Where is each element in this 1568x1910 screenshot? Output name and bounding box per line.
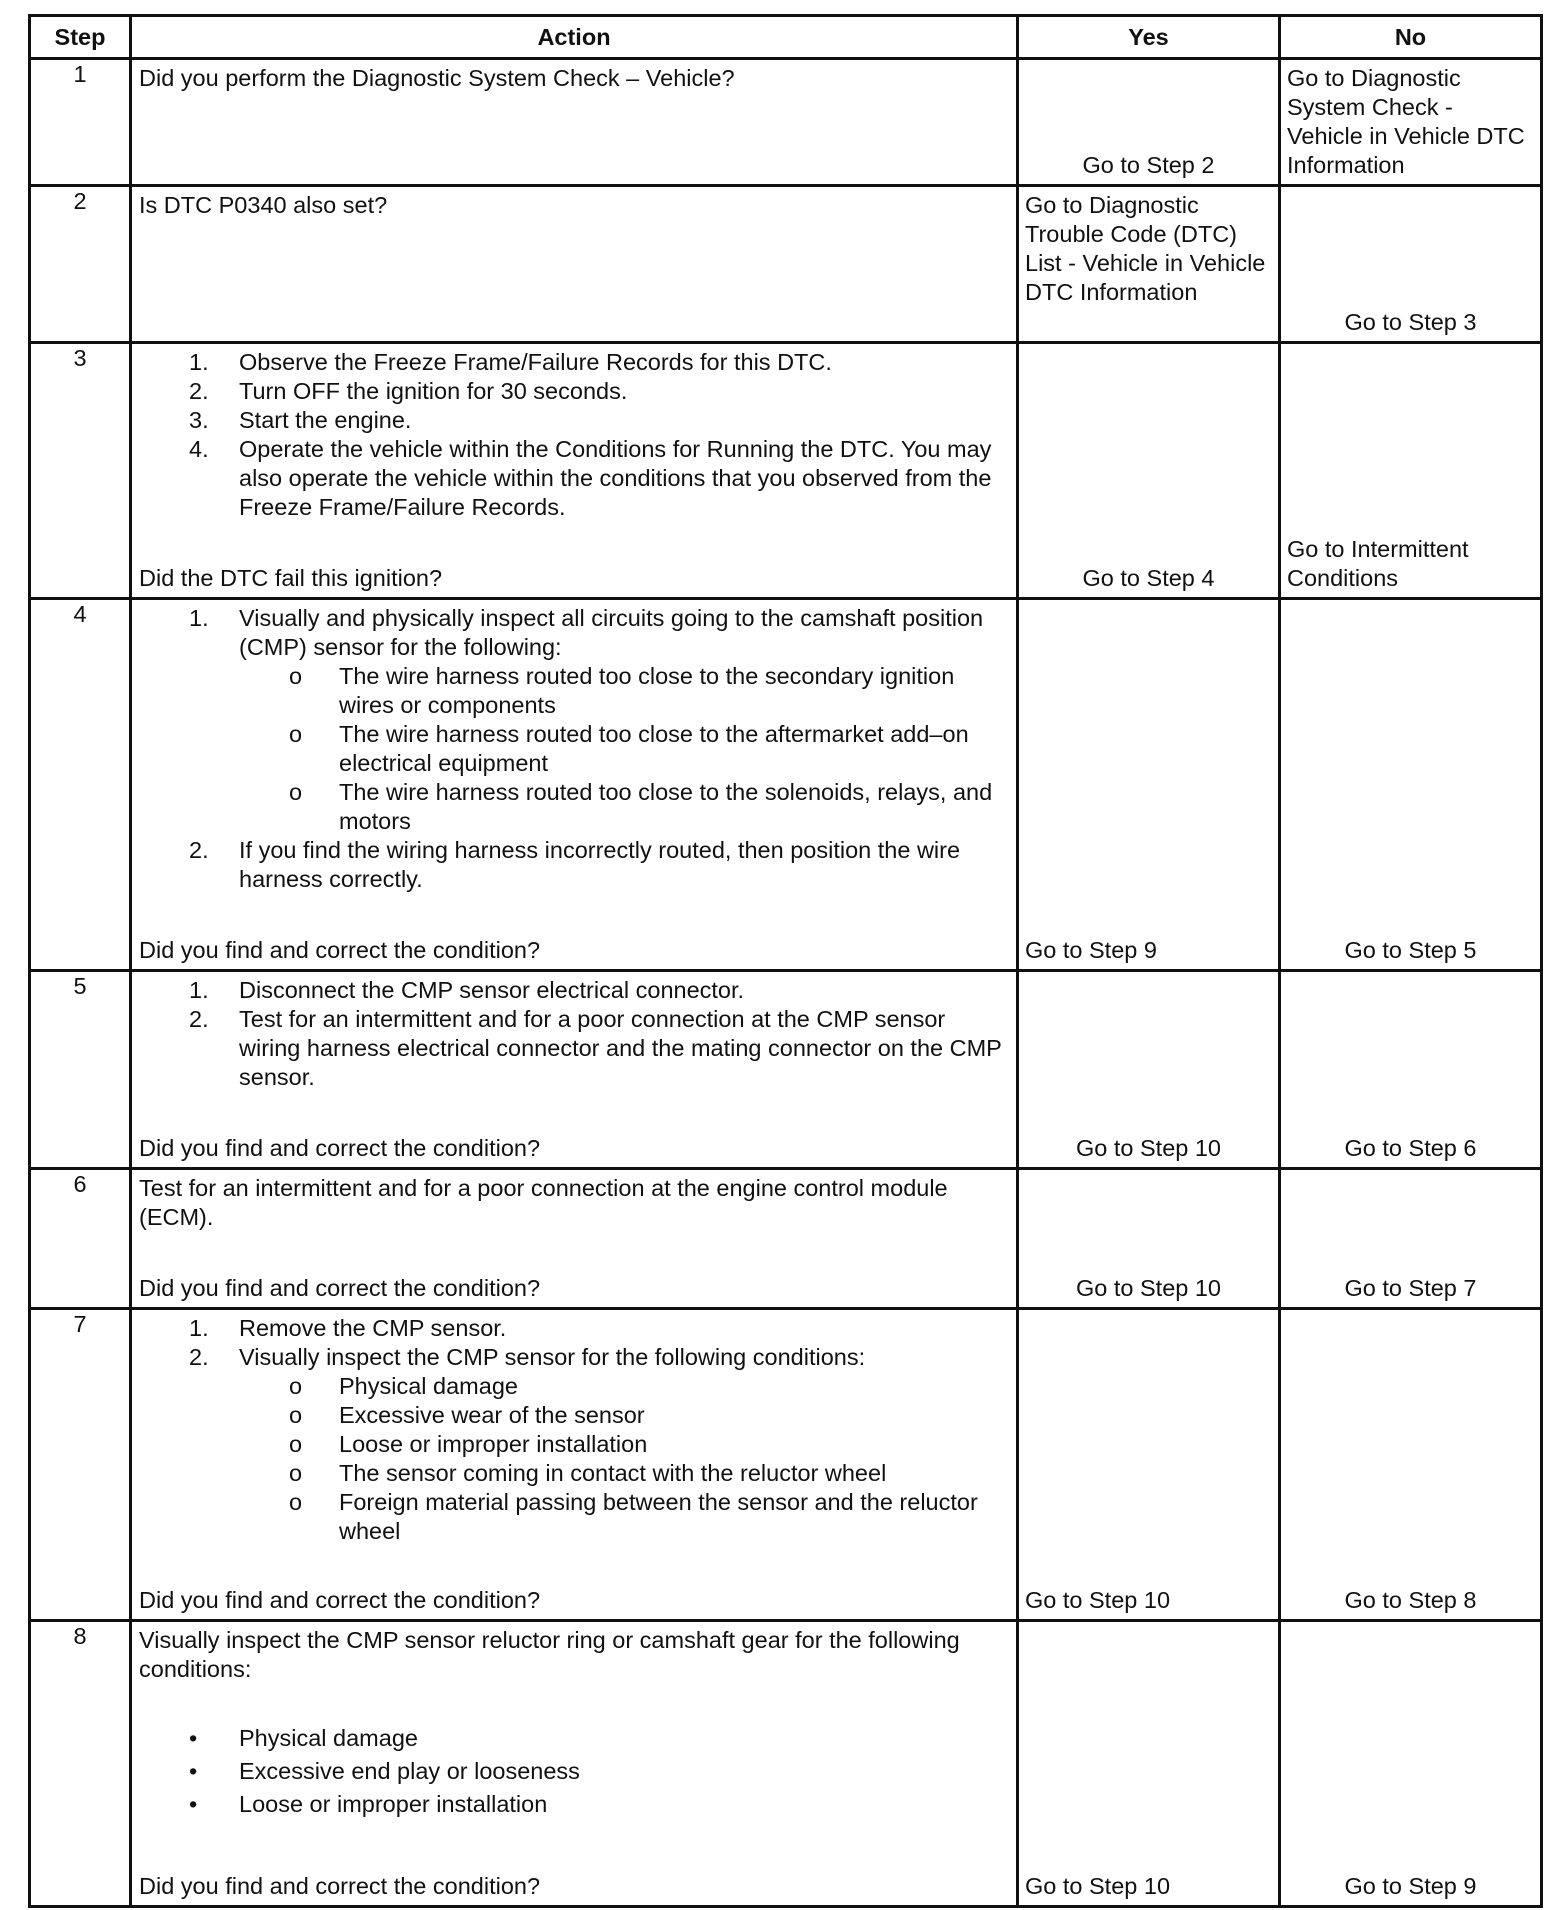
question-text: Did you find and correct the condition? <box>139 1873 541 1899</box>
item-number: 2. <box>189 378 209 404</box>
question-text: Did you find and correct the condition? <box>139 937 541 963</box>
list-item <box>139 406 1010 435</box>
no-outcome: Go to Step 6 <box>1344 1135 1477 1161</box>
no-cell <box>1280 186 1542 343</box>
yes-cell <box>1018 186 1280 343</box>
action-text: Is DTC P0340 also set? <box>139 192 388 218</box>
list-item <box>139 1005 1010 1092</box>
list-item <box>139 1790 1010 1819</box>
question-text: Did you find and correct the condition? <box>139 1275 541 1301</box>
diagnostic-table <box>28 14 1543 1908</box>
list-item <box>139 1724 1010 1753</box>
item-text: Start the engine. <box>239 407 412 433</box>
step-number: 5 <box>30 971 131 1169</box>
sub-item-text: Excessive wear of the sensor <box>339 1402 645 1428</box>
numbered-list <box>139 1314 1010 1546</box>
no-outcome: Go to Step 9 <box>1344 1873 1477 1899</box>
list-item <box>139 1314 1010 1343</box>
header-action: Action <box>131 16 1018 59</box>
no-cell <box>1280 599 1542 971</box>
dot-bullet-icon: • <box>189 1758 198 1784</box>
table-row <box>30 59 1542 186</box>
item-text: Visually inspect the CMP sensor for the following conditions: <box>239 1344 866 1370</box>
circle-bullet-icon: o <box>289 779 303 805</box>
action-cell <box>131 59 1018 186</box>
item-text: Turn OFF the ignition for 30 seconds. <box>239 378 628 404</box>
list-item <box>139 836 1010 894</box>
question-text: Did you find and correct the condition? <box>139 1587 541 1613</box>
yes-outcome: Go to Step 2 <box>1082 152 1215 178</box>
table-row <box>30 1169 1542 1309</box>
action-cell <box>131 186 1018 343</box>
yes-outcome: Go to Diagnostic Trouble Code (DTC) List - Vehicle in Vehicle DTC Information <box>1025 192 1266 305</box>
yes-outcome: Go to Step 9 <box>1025 937 1157 963</box>
item-number: 3. <box>189 407 209 433</box>
action-cell <box>131 1621 1018 1907</box>
item-number: 2. <box>189 1344 209 1370</box>
no-outcome: Go to Step 3 <box>1344 309 1477 335</box>
step-number: 2 <box>30 186 131 343</box>
sub-list-item <box>139 1430 1010 1459</box>
list-item <box>139 377 1010 406</box>
action-cell <box>131 971 1018 1169</box>
sub-item-text: Physical damage <box>339 1373 518 1399</box>
list-item <box>139 976 1010 1005</box>
table-row <box>30 1309 1542 1621</box>
sub-item-text: The wire harness routed too close to the solenoids, relays, and motors <box>339 779 993 834</box>
list-item <box>139 1757 1010 1786</box>
sub-list-item <box>139 1488 1010 1546</box>
yes-cell <box>1018 971 1280 1169</box>
list-item <box>139 348 1010 377</box>
step-number: 8 <box>30 1621 131 1907</box>
item-number: 2. <box>189 1006 209 1032</box>
sub-item-text: Loose or improper installation <box>339 1431 648 1457</box>
sub-list <box>239 662 1010 836</box>
item-text: If you find the wiring harness incorrectly routed, then position the wire harness correctly. <box>239 837 961 892</box>
item-text: Remove the CMP sensor. <box>239 1315 507 1341</box>
item-text: Observe the Freeze Frame/Failure Records for this DTC. <box>239 349 832 375</box>
no-cell <box>1280 1169 1542 1309</box>
action-cell <box>131 1169 1018 1309</box>
item-number: 1. <box>189 605 209 631</box>
table-row <box>30 599 1542 971</box>
dot-bullet-icon: • <box>189 1791 198 1817</box>
sub-list-item <box>139 1401 1010 1430</box>
step-number: 7 <box>30 1309 131 1621</box>
step-number: 4 <box>30 599 131 971</box>
list-item <box>139 604 1010 836</box>
no-outcome: Go to Diagnostic System Check - Vehicle in Vehicle DTC Information <box>1287 65 1525 178</box>
numbered-list <box>139 604 1010 894</box>
action-text: Did you perform the Diagnostic System Check – Vehicle? <box>139 65 735 91</box>
item-text: Disconnect the CMP sensor electrical connector. <box>239 977 745 1003</box>
header-step: Step <box>30 16 131 59</box>
header-row <box>30 16 1542 59</box>
step-number: 6 <box>30 1169 131 1309</box>
sub-item-text: The wire harness routed too close to the aftermarket add–on electrical equipment <box>339 721 969 776</box>
item-text: Excessive end play or looseness <box>239 1758 580 1784</box>
item-number: 4. <box>189 436 209 462</box>
sub-list-item <box>139 720 1010 778</box>
no-outcome: Go to Step 7 <box>1344 1275 1477 1301</box>
yes-outcome: Go to Step 10 <box>1025 1873 1171 1899</box>
numbered-list <box>139 976 1010 1092</box>
sub-list-item <box>139 1372 1010 1401</box>
yes-cell <box>1018 59 1280 186</box>
sub-list-item <box>139 778 1010 836</box>
item-text: Physical damage <box>239 1725 418 1751</box>
sub-item-text: Foreign material passing between the sensor and the reluctor wheel <box>339 1489 978 1544</box>
no-outcome: Go to Step 5 <box>1344 937 1477 963</box>
header-no: No <box>1280 16 1542 59</box>
yes-cell <box>1018 1169 1280 1309</box>
circle-bullet-icon: o <box>289 1489 303 1515</box>
item-number: 1. <box>189 349 209 375</box>
table-row <box>30 343 1542 599</box>
table-row <box>30 1621 1542 1907</box>
no-outcome: Go to Step 8 <box>1344 1587 1477 1613</box>
sub-list-item <box>139 1459 1010 1488</box>
action-cell <box>131 599 1018 971</box>
yes-outcome: Go to Step 4 <box>1082 565 1215 591</box>
yes-cell <box>1018 599 1280 971</box>
yes-cell <box>1018 1621 1280 1907</box>
sub-item-text: The wire harness routed too close to the secondary ignition wires or components <box>339 663 955 718</box>
numbered-list <box>139 348 1010 522</box>
table-row <box>30 971 1542 1169</box>
item-number: 1. <box>189 977 209 1003</box>
no-cell <box>1280 971 1542 1169</box>
circle-bullet-icon: o <box>289 1373 303 1399</box>
circle-bullet-icon: o <box>289 1402 303 1428</box>
circle-bullet-icon: o <box>289 1460 303 1486</box>
sub-item-text: The sensor coming in contact with the reluctor wheel <box>339 1460 887 1486</box>
dot-bullet-icon: • <box>189 1725 198 1751</box>
no-cell <box>1280 1309 1542 1621</box>
header-yes: Yes <box>1018 16 1280 59</box>
question-text: Did you find and correct the condition? <box>139 1135 541 1161</box>
step-number: 1 <box>30 59 131 186</box>
no-cell <box>1280 59 1542 186</box>
no-cell <box>1280 343 1542 599</box>
item-text: Loose or improper installation <box>239 1791 548 1817</box>
no-outcome: Go to Intermittent Conditions <box>1287 536 1469 591</box>
item-text: Visually and physically inspect all circuits going to the camshaft position (CMP) sensor for the following: <box>239 605 984 660</box>
circle-bullet-icon: o <box>289 721 303 747</box>
yes-outcome: Go to Step 10 <box>1075 1135 1222 1161</box>
yes-outcome: Go to Step 10 <box>1075 1275 1222 1301</box>
sub-list <box>239 1372 1010 1546</box>
yes-outcome: Go to Step 10 <box>1025 1587 1171 1613</box>
item-text: Test for an intermittent and for a poor connection at the CMP sensor wiring harness electrical connector and the mating connector on the CMP sensor. <box>239 1006 1002 1090</box>
sub-list-item <box>139 662 1010 720</box>
step-number: 3 <box>30 343 131 599</box>
circle-bullet-icon: o <box>289 1431 303 1457</box>
bullet-list <box>139 1724 1010 1819</box>
action-text: Test for an intermittent and for a poor connection at the engine control module (ECM). <box>139 1175 948 1230</box>
yes-cell <box>1018 343 1280 599</box>
question-text: Did the DTC fail this ignition? <box>139 565 443 591</box>
circle-bullet-icon: o <box>289 663 303 689</box>
action-cell <box>131 343 1018 599</box>
action-cell <box>131 1309 1018 1621</box>
yes-cell <box>1018 1309 1280 1621</box>
action-text: Visually inspect the CMP sensor reluctor ring or camshaft gear for the following conditions: <box>139 1627 960 1682</box>
list-item <box>139 1343 1010 1546</box>
no-cell <box>1280 1621 1542 1907</box>
list-item <box>139 435 1010 522</box>
table-row <box>30 186 1542 343</box>
item-text: Operate the vehicle within the Conditions for Running the DTC. You may also operate the vehicle within the conditions that you observed from the Freeze Frame/Failure Records. <box>239 436 992 520</box>
item-number: 2. <box>189 837 209 863</box>
item-number: 1. <box>189 1315 209 1341</box>
